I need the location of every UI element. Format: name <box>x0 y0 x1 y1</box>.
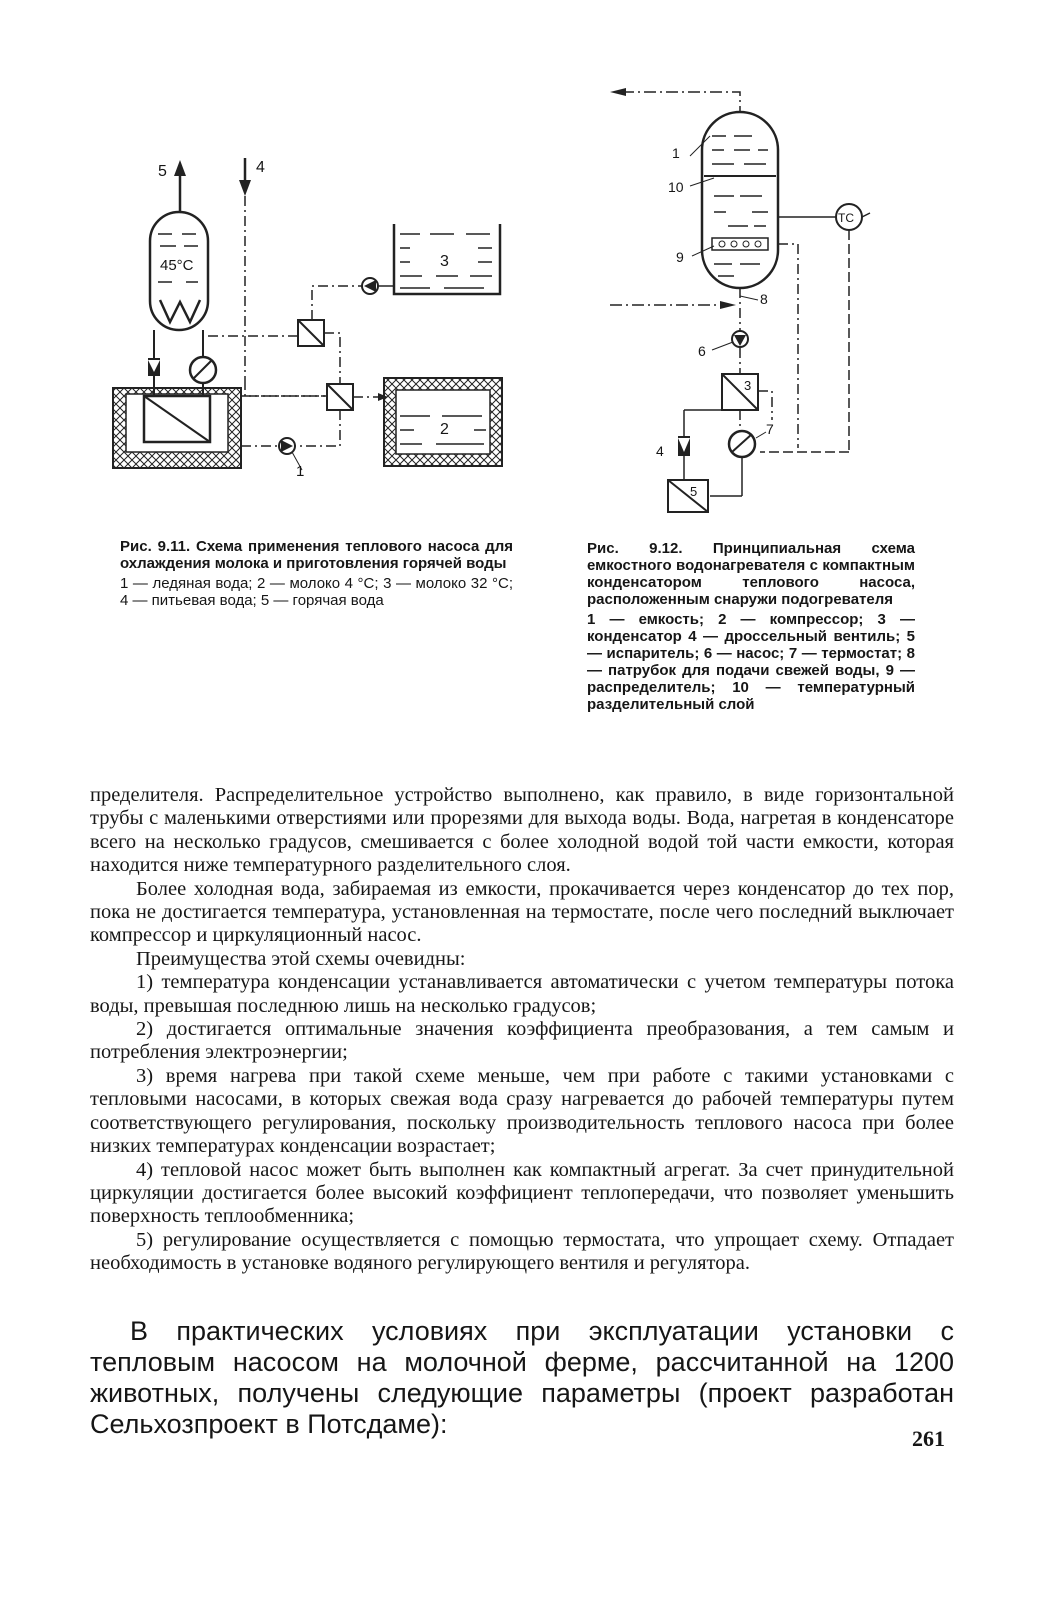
heat-exchanger-upper <box>298 320 324 346</box>
evaporator <box>668 480 708 512</box>
fig1-label-2: 2 <box>440 421 449 438</box>
hot-water-outlet-arrow <box>174 160 186 212</box>
fig2-label-5: 5 <box>690 484 698 499</box>
fig2-label-10: 10 <box>668 179 684 195</box>
figure-9-11-caption <box>120 538 513 609</box>
circulation-pump <box>732 331 748 347</box>
list-item-5: 5) регулирование осуществляется с помощью термостата, что упрощает схему. Отпадает необходимость в установке водяного регулирующего вентиля и регулятора. <box>90 1228 954 1275</box>
fig1-label-5: 5 <box>158 163 167 180</box>
compressor <box>710 431 755 496</box>
fig2-label-9: 9 <box>676 249 684 265</box>
fig1-label-4: 4 <box>256 159 265 176</box>
figure-9-11-title: Рис. 9.11. Схема применения теплового насоса для охлаждения молока и приготовления горячей воды <box>120 538 513 572</box>
list-item-3: 3) время нагрева при такой схеме меньше, чем при работе с такими установками с тепловыми насосами, в которых свежая вода сразу нагревается до рабочей температуры путем соответствующего регулирования, поскольку производительность теплового насоса при более низких температурах конденсации возрастает; <box>90 1064 954 1158</box>
list-item-4: 4) тепловой насос может быть выполнен как компактный агрегат. За счет принудительной циркуляции достигается более высокий коэффициент теплопередачи, что позволяет уменьшить поверхность теплообменника; <box>90 1158 954 1228</box>
fig2-label-7: 7 <box>766 421 774 437</box>
thermostat-label: TC <box>838 211 854 225</box>
compressor <box>190 330 216 396</box>
paragraph-continuation: пределителя. Распределительное устройство выполнено, как правило, в виде горизонтальной трубы с маленькими отверстиями или прорезями для выхода воды. Вода, нагретая в конденсаторе всего на несколько градусов, смешивается с более холодной водой той части емкости, которая находится ниже температурного разделительного слоя. <box>90 784 954 877</box>
condenser <box>722 374 758 410</box>
list-item-2: 2) достигается оптимальные значения коэффициента преобразования, а тем самым и потребления электроэнергии; <box>90 1018 954 1064</box>
heat-exchanger-lower <box>327 384 353 410</box>
page-number: 261 <box>912 1426 945 1451</box>
ice-water-basin <box>113 388 241 468</box>
list-item-1: 1) температура конденсации устанавливается автоматически с учетом температуры потока воды, превышая последнюю лишь на несколько градусов; <box>90 971 954 1017</box>
paragraph-advantages-intro: Преимущества этой схемы очевидны: <box>136 947 466 970</box>
practical-conditions-text <box>90 1316 954 1440</box>
figure-9-11-diagram <box>100 140 530 480</box>
drinking-water-inlet-arrow <box>239 158 251 380</box>
fresh-water-inlet <box>610 301 736 309</box>
figure-9-12-caption <box>587 540 915 713</box>
tank-temperature-label: 45°C <box>160 257 194 274</box>
milk-pump <box>362 278 394 294</box>
body-text <box>90 784 954 1276</box>
figure-9-12-diagram <box>600 80 900 520</box>
paragraph-cold-water: Более холодная вода, забираемая из емкости, прокачивается через конденсатор до тех пор, пока не достигается температура, установленная на термостате, после чего последний выключает компрессор и циркуляционный насос. <box>90 877 954 947</box>
expansion-valve <box>148 330 160 396</box>
fig2-label-4: 4 <box>656 443 664 459</box>
fig1-label-3: 3 <box>440 253 449 270</box>
fig1-label-1: 1 <box>296 463 305 480</box>
figure-9-12-title: Рис. 9.12. Принципиальная схема емкостного водонагревателя с компактным конденсатором теплового насоса, расположенным снаружи подогревателя <box>587 540 915 608</box>
storage-vessel <box>702 112 778 288</box>
fig2-label-3: 3 <box>744 378 752 393</box>
throttle-valve <box>678 410 722 480</box>
figure-9-11-legend: 1 — ледяная вода; 2 — молоко 4 °С; 3 — молоко 32 °С; 4 — питьевая вода; 5 — горячая вода <box>120 575 513 609</box>
fig2-label-1: 1 <box>672 145 680 161</box>
figure-9-12-legend: 1 — емкость; 2 — компрессор; 3 — конденсатор 4 — дроссельный вентиль; 5 — испаритель; 6 — насос; 7 — термостат; 8 — патрубок для подачи свежей воды, 9 — распределитель; 10 — температурный разделительный слой <box>587 611 915 713</box>
fig2-label-8: 8 <box>760 291 768 307</box>
hot-water-outlet-arrow <box>610 88 740 118</box>
paragraph-practical-conditions: В практических условиях при эксплуатации установки с тепловым насосом на молочной ферме, рассчитанной на 1200 животных, получены следующие параметры (проект разработан Сельхозпроект в Потсдаме): <box>90 1316 954 1439</box>
fig2-label-6: 6 <box>698 343 706 359</box>
